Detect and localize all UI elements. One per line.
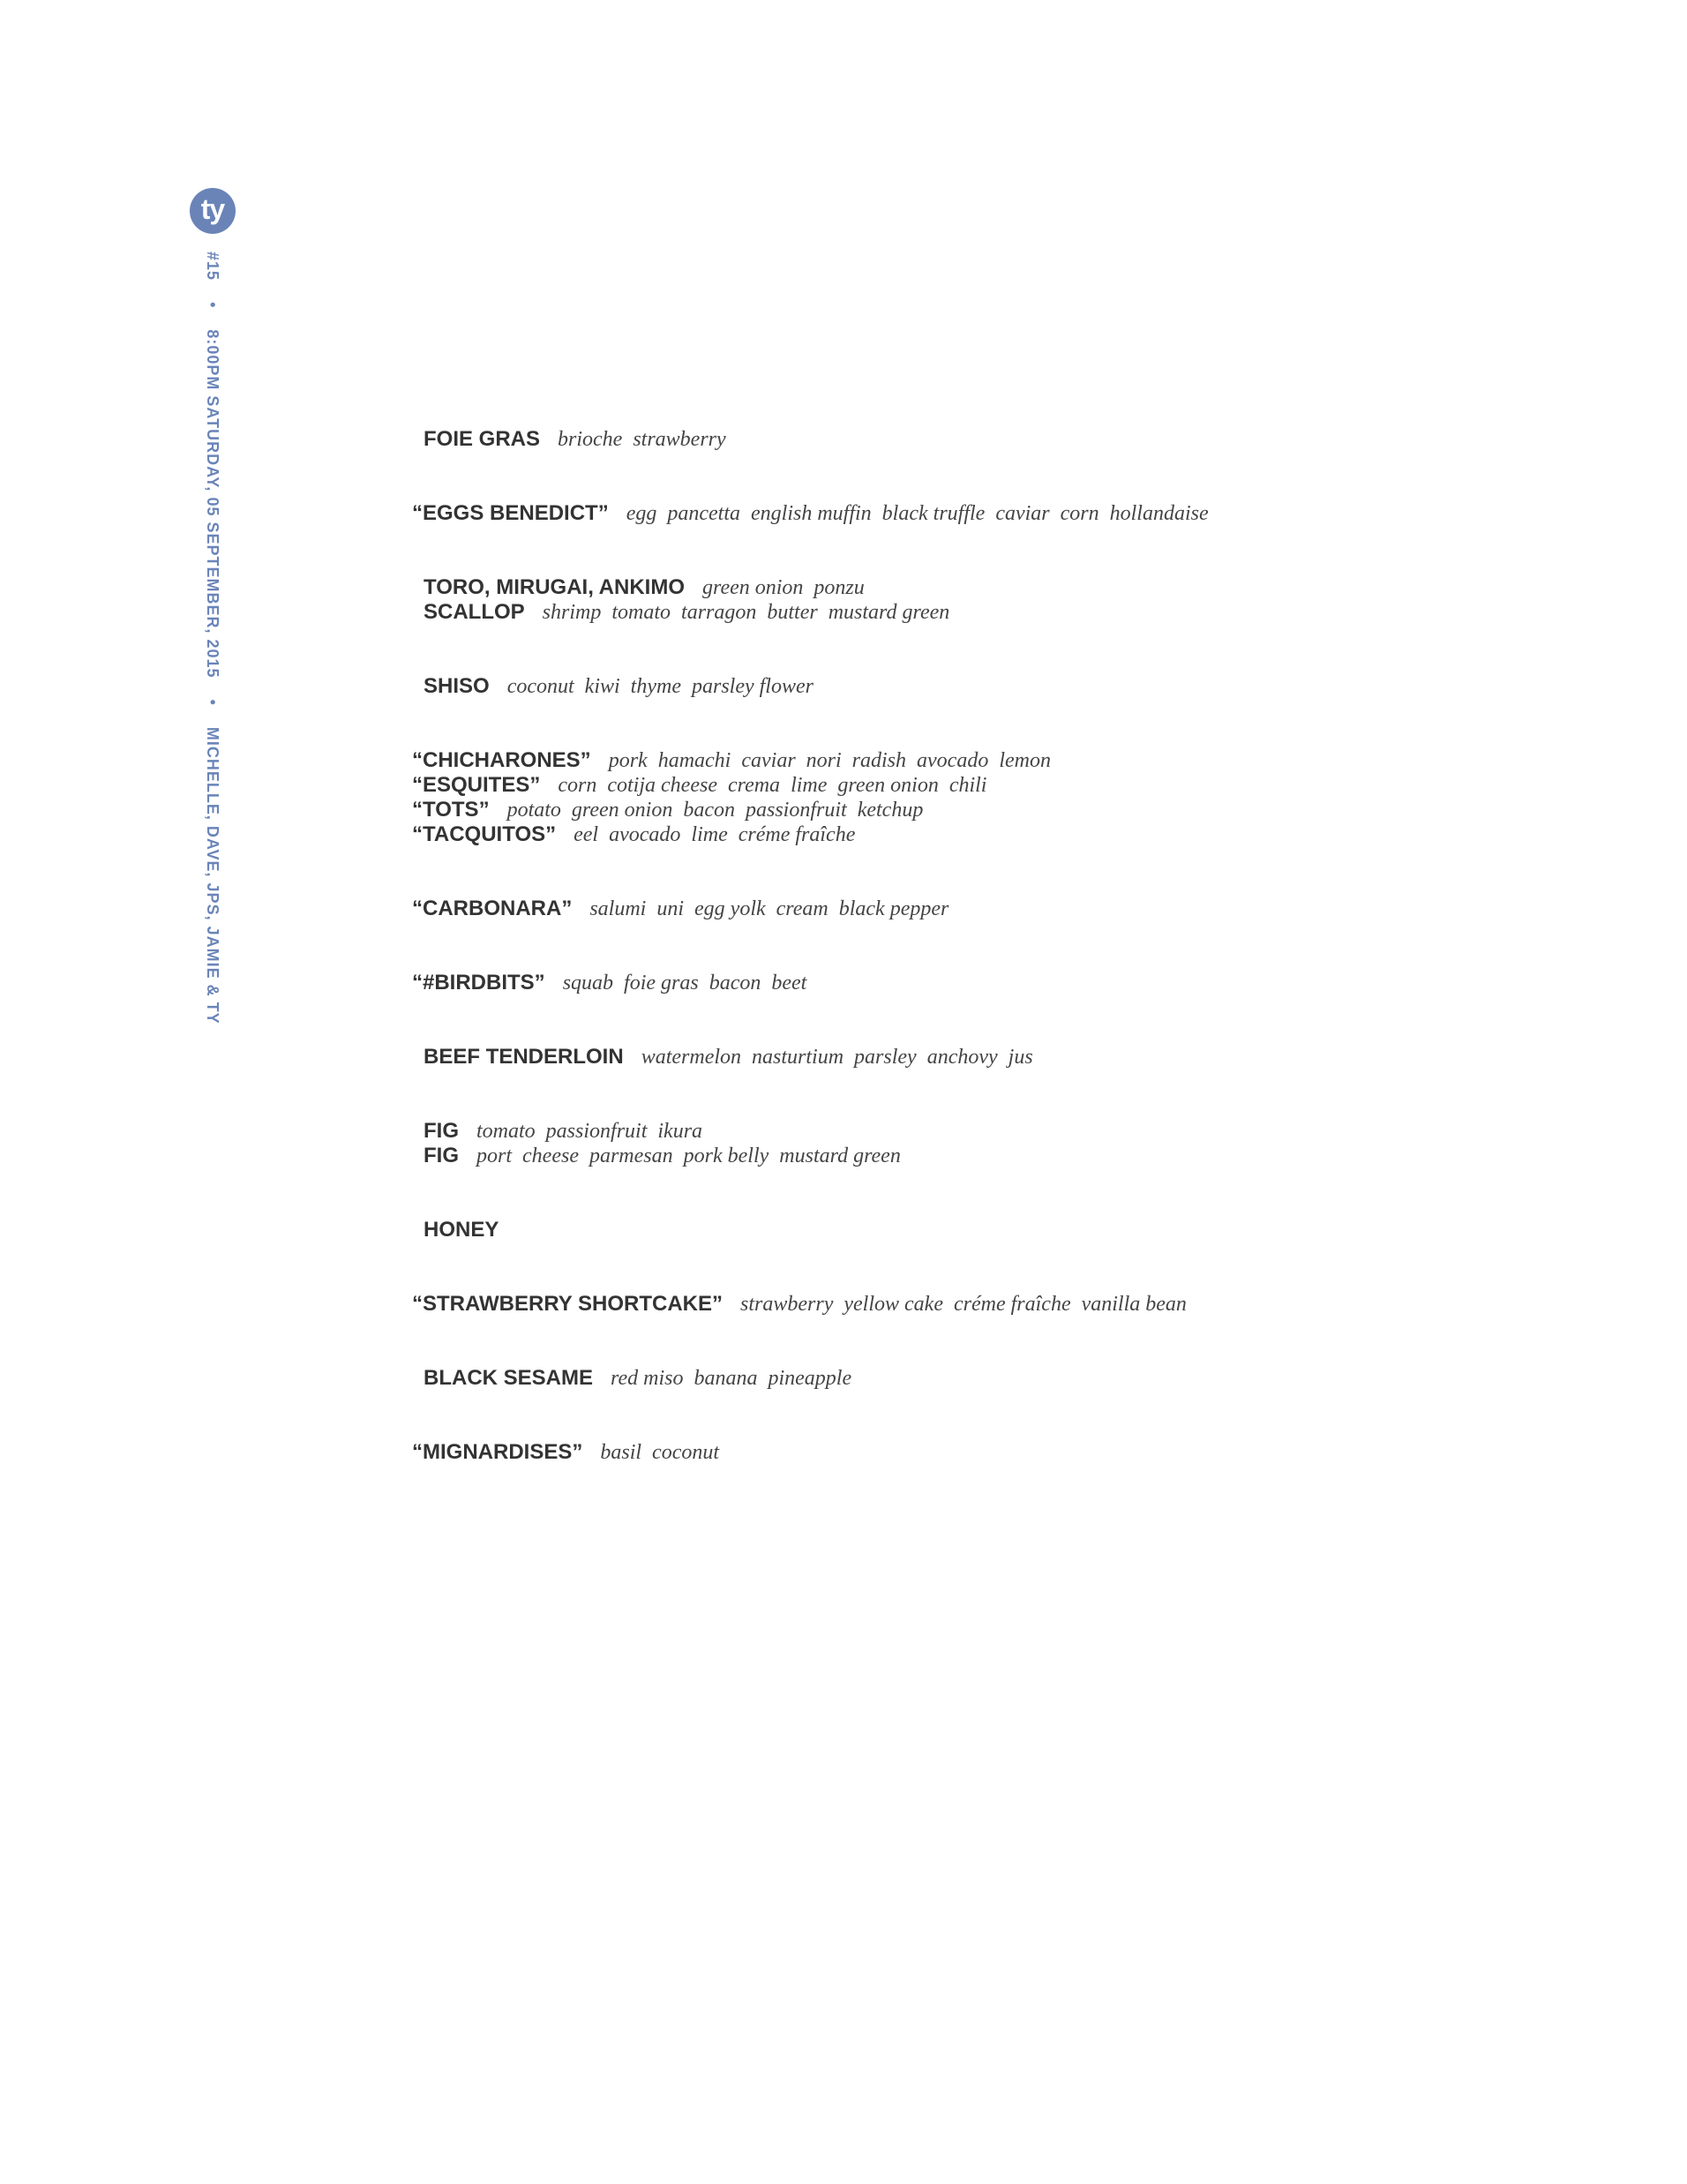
dish-name: “STRAWBERRY SHORTCAKE” [412,1292,724,1316]
ingredient: avocado [609,823,681,846]
dish-line [412,1119,1559,1144]
ingredient: potato [506,799,561,822]
ingredient: cream [776,897,829,920]
dish-name: “TACQUITOS” [412,822,557,846]
dish-name: “#BIRDBITS” [412,971,545,994]
dish-name: FIG [424,1144,459,1167]
ingredient: lime [791,774,828,797]
menu-course [412,1119,1559,1168]
ingredient: corn [558,774,597,797]
dish-name: HONEY [424,1218,499,1242]
menu-course [412,427,1559,452]
dish-line [412,748,1559,773]
ingredient: caviar [995,502,1050,525]
ingredient: black truffle [881,502,986,525]
ingredient: hollandaise [1109,502,1209,525]
ingredient: passionfruit [545,1120,648,1143]
ingredient: tomato [476,1120,536,1143]
ingredient: strawberry [740,1293,834,1316]
ingredient: parsley [854,1046,917,1069]
dish-line [412,773,1559,798]
dish-name: “CHICHARONES” [412,748,591,772]
menu-course [412,674,1559,699]
ingredient: green onion [837,774,939,797]
ingredient: créme fraîche [953,1293,1071,1316]
ingredient: jus [1008,1046,1033,1069]
separator-dot: • [204,302,221,309]
dish-name: FIG [424,1119,459,1143]
menu-course [412,1292,1559,1317]
ingredient: lemon [999,749,1051,772]
ingredient: brioche [558,428,623,451]
dish-line [412,427,1559,452]
dish-line [412,798,1559,822]
ingredient: salumi [589,897,647,920]
ingredient: english muffin [751,502,872,525]
menu-number: #15 [204,251,221,281]
ingredient: uni [656,897,685,920]
ingredient: egg [626,502,657,525]
ingredient: hamachi [657,749,731,772]
ingredient: watermelon [641,1046,742,1069]
menu-course [412,971,1559,995]
ingredient: coconut [652,1441,720,1464]
ingredient: passionfruit [745,799,847,822]
ingredient: vanilla bean [1081,1293,1187,1316]
ingredient: green onion [702,576,804,599]
ingredient: squab [562,972,614,994]
ingredient: ikura [657,1120,703,1143]
dish-line [412,1440,1559,1465]
ingredient: mustard green [828,601,950,624]
ingredient: radish [851,749,907,772]
event-datetime: 8:00PM SATURDAY, 05 SEPTEMBER, 2015 [204,329,221,679]
ingredient: bacon [709,972,761,994]
sidebar-info [204,251,221,1134]
dish-name: BEEF TENDERLOIN [424,1045,624,1069]
ingredient: lime [691,823,728,846]
ingredient: caviar [741,749,796,772]
ingredient: nasturtium [752,1046,844,1069]
menu-course [412,501,1559,526]
ingredient: pineapple [768,1367,852,1390]
ingredient: tarragon [681,601,757,624]
ingredient: beet [771,972,807,994]
ingredient: créme fraîche [738,823,856,846]
ingredient: foie gras [624,972,699,994]
dish-name: “EGGS BENEDICT” [412,501,609,525]
dish-name: FOIE GRAS [424,427,541,451]
dish-name: “TOTS” [412,798,490,822]
dish-line [412,1045,1559,1069]
dish-name: SHISO [424,674,490,698]
ingredient: shrimp [542,601,602,624]
ingredient: basil [600,1441,642,1464]
menu-course [412,1045,1559,1069]
ingredient: pork belly [683,1145,769,1167]
ty-logo: ty [190,188,236,234]
guest-list: MICHELLE, DAVE, JPS, JAMIE & TY [204,726,221,1024]
ingredient: pork [608,749,648,772]
ingredient: pancetta [667,502,740,525]
ingredient: thyme [630,675,681,698]
ingredient: red miso [611,1367,684,1390]
ingredient: ketchup [857,799,924,822]
ingredient: butter [767,601,818,624]
separator-dot: • [204,699,221,706]
menu-course [412,748,1559,847]
ingredient: kiwi [584,675,620,698]
menu-course [412,1366,1559,1391]
ingredient: egg yolk [694,897,766,920]
ingredient: cheese [522,1145,579,1167]
dish-line [412,501,1559,526]
ingredient: port [476,1145,513,1167]
menu-course [412,1218,1559,1242]
menu-course [412,897,1559,921]
dish-name: “CARBONARA” [412,897,573,920]
dish-line [412,1218,1559,1242]
tasting-menu [412,427,1559,1465]
dish-name: TORO, MIRUGAI, ANKIMO [424,575,685,599]
dish-name: “MIGNARDISES” [412,1440,583,1464]
dish-line [412,1292,1559,1317]
ingredient: coconut [506,675,574,698]
ingredient: parsley flower [691,675,814,698]
ingredient: avocado [917,749,989,772]
menu-course [412,1440,1559,1465]
ingredient: ponzu [814,576,865,599]
dish-line [412,1366,1559,1391]
ingredient: tomato [611,601,671,624]
dish-line [412,575,1559,600]
ingredient: anchovy [926,1046,998,1069]
dish-name: BLACK SESAME [424,1366,594,1390]
dish-line [412,897,1559,921]
ingredient: nori [806,749,842,772]
dish-line [412,822,1559,847]
ingredient: corn [1060,502,1099,525]
ingredient: chili [948,774,987,797]
ingredient: parmesan [589,1145,673,1167]
dish-name: SCALLOP [424,600,525,624]
ingredient: mustard green [779,1145,901,1167]
ingredient: banana [694,1367,758,1390]
ingredient: cotija cheese [607,774,717,797]
dish-line [412,971,1559,995]
ingredient: yellow cake [844,1293,943,1316]
menu-course [412,575,1559,625]
ingredient: green onion [571,799,673,822]
dish-name: “ESQUITES” [412,773,541,797]
ingredient: eel [574,823,599,846]
dish-line [412,1144,1559,1168]
ingredient: crema [727,774,781,797]
ingredient: bacon [683,799,735,822]
ingredient: strawberry [633,428,726,451]
ingredient: black pepper [838,897,949,920]
dish-line [412,600,1559,625]
dish-line [412,674,1559,699]
